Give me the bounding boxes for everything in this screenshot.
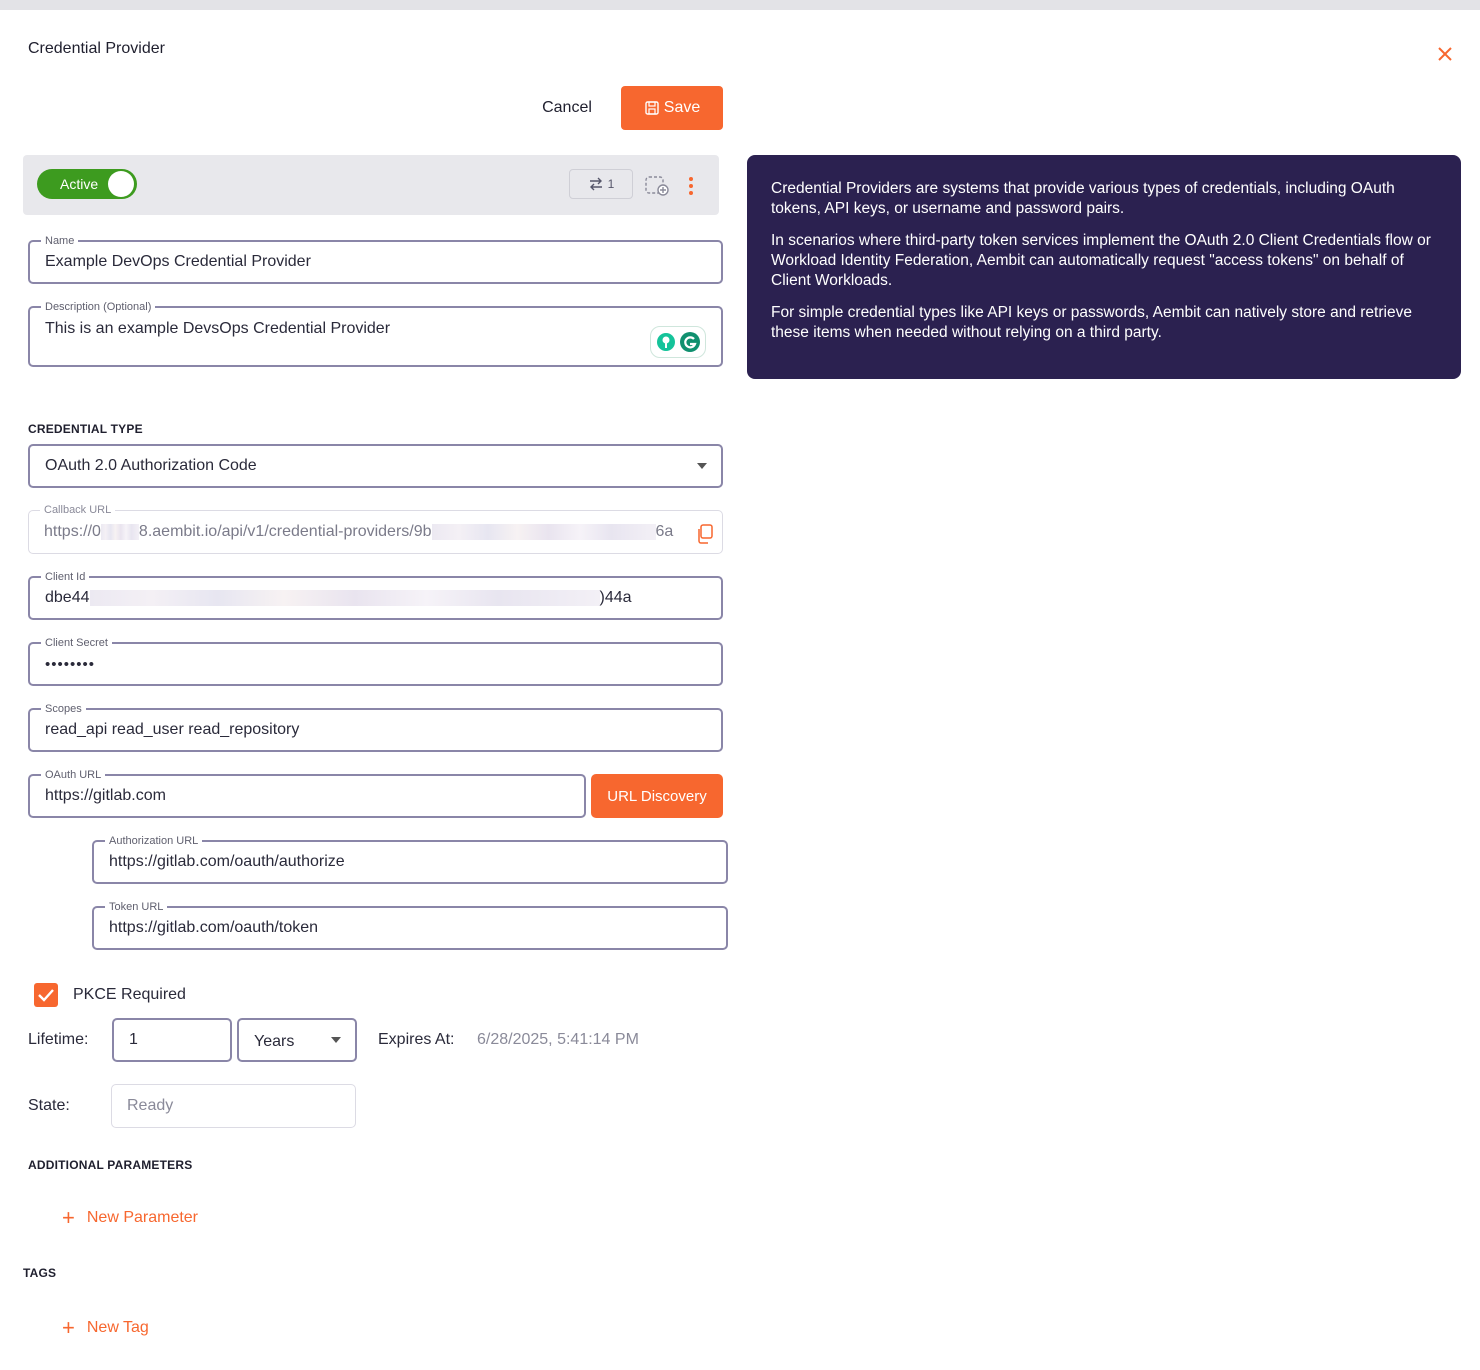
authorization-url-field[interactable] bbox=[92, 835, 728, 884]
close-icon bbox=[1433, 42, 1457, 66]
save-button[interactable] bbox=[621, 86, 723, 130]
status-bar bbox=[23, 155, 719, 215]
copy-icon bbox=[695, 523, 715, 545]
pkce-checkbox[interactable] bbox=[34, 983, 58, 1007]
lifetime-value: 1 bbox=[129, 1031, 138, 1048]
add-tag-button[interactable] bbox=[645, 175, 671, 197]
state-field bbox=[111, 1084, 356, 1128]
cancel-button[interactable]: Cancel bbox=[542, 99, 592, 116]
additional-parameters-heading: ADDITIONAL PARAMETERS bbox=[28, 1158, 193, 1172]
new-tag-label: New Tag bbox=[86, 1319, 149, 1336]
token-url-value: https://gitlab.com/oauth/token bbox=[109, 919, 319, 936]
token-url-label: Token URL bbox=[105, 900, 167, 914]
credential-type-select[interactable] bbox=[28, 444, 723, 488]
tags-heading: TAGS bbox=[23, 1266, 57, 1280]
redacted-segment bbox=[432, 524, 656, 540]
oauth-url-label: OAuth URL bbox=[41, 768, 105, 782]
scopes-label: Scopes bbox=[41, 702, 86, 716]
lifetime-unit-value: Years bbox=[254, 1033, 295, 1050]
new-parameter-label: New Parameter bbox=[86, 1209, 199, 1226]
lifetime-label: Lifetime: bbox=[28, 1031, 89, 1048]
credential-type-heading: CREDENTIAL TYPE bbox=[28, 422, 143, 436]
callback-url-mid: 8.aembit.io/api/v1/credential-providers/9b bbox=[138, 523, 432, 540]
callback-url-label: Callback URL bbox=[40, 503, 115, 517]
plus-icon: + bbox=[62, 1205, 75, 1230]
oauth-url-value: https://gitlab.com bbox=[45, 787, 166, 804]
expires-value: 6/28/2025, 5:41:14 PM bbox=[477, 1031, 639, 1048]
active-toggle-label: Active bbox=[60, 176, 99, 192]
authorization-url-label: Authorization URL bbox=[105, 834, 202, 848]
toggle-knob bbox=[108, 171, 134, 197]
copy-button[interactable] bbox=[695, 523, 715, 545]
callback-url-field bbox=[28, 504, 723, 554]
client-id-label: Client Id bbox=[41, 570, 89, 584]
lifetime-unit-select[interactable] bbox=[237, 1018, 357, 1062]
active-toggle[interactable] bbox=[37, 169, 137, 199]
url-discovery-button[interactable]: URL Discovery bbox=[591, 774, 723, 818]
description-value: This is an example DevsOps Credential Provider bbox=[45, 320, 391, 337]
state-value: Ready bbox=[127, 1097, 174, 1114]
name-value: Example DevOps Credential Provider bbox=[45, 253, 311, 270]
pkce-label: PKCE Required bbox=[73, 986, 186, 1003]
name-field[interactable] bbox=[28, 235, 723, 284]
save-label: Save bbox=[663, 99, 701, 116]
scopes-field[interactable] bbox=[28, 703, 723, 752]
grammarly-widget[interactable] bbox=[650, 326, 706, 358]
description-label: Description (Optional) bbox=[41, 300, 155, 314]
scopes-value: read_api read_user read_repository bbox=[45, 721, 300, 738]
grammarly-icon bbox=[654, 330, 702, 354]
info-panel bbox=[747, 155, 1461, 379]
name-label: Name bbox=[41, 234, 78, 248]
client-id-field[interactable] bbox=[28, 571, 723, 620]
kebab-menu-icon bbox=[685, 175, 697, 197]
close-button[interactable] bbox=[1433, 42, 1457, 66]
client-id-end: )44a bbox=[599, 589, 632, 606]
token-url-field[interactable] bbox=[92, 901, 728, 950]
new-parameter-button[interactable] bbox=[62, 1207, 198, 1229]
plus-icon: + bbox=[62, 1315, 75, 1340]
page-title: Credential Provider bbox=[28, 40, 165, 57]
description-field[interactable] bbox=[28, 301, 723, 367]
credential-type-value: OAuth 2.0 Authorization Code bbox=[45, 457, 257, 474]
client-id-value bbox=[45, 578, 632, 618]
authorization-url-value: https://gitlab.com/oauth/authorize bbox=[109, 853, 345, 870]
state-label: State: bbox=[28, 1097, 70, 1114]
check-icon bbox=[34, 983, 58, 1007]
sync-count: 1 bbox=[607, 177, 615, 191]
sync-chip[interactable] bbox=[569, 169, 633, 199]
redacted-segment bbox=[101, 524, 139, 540]
top-bar bbox=[0, 0, 1480, 10]
new-tag-button[interactable] bbox=[62, 1317, 149, 1339]
redacted-segment bbox=[90, 590, 600, 606]
chevron-down-icon bbox=[331, 1037, 341, 1043]
client-secret-label: Client Secret bbox=[41, 636, 112, 650]
client-secret-field[interactable] bbox=[28, 637, 723, 686]
info-paragraph: In scenarios where third-party token services implement the OAuth 2.0 Client Credentials flow or Workload Identity Federation, Aembit can automatically request "access tokens" on behalf of Client Workloads. bbox=[771, 232, 1431, 289]
callback-url-value bbox=[44, 511, 673, 553]
lifetime-input[interactable] bbox=[112, 1018, 232, 1062]
expires-label: Expires At: bbox=[378, 1031, 455, 1048]
add-tag-icon bbox=[645, 175, 671, 197]
kebab-menu-button[interactable] bbox=[685, 175, 697, 197]
client-secret-value: •••••••• bbox=[45, 655, 96, 673]
client-id-start: dbe44 bbox=[45, 589, 90, 606]
save-icon bbox=[644, 100, 660, 116]
callback-url-end: 6a bbox=[655, 523, 674, 540]
info-paragraph: For simple credential types like API keys or passwords, Aembit can natively store and retrieve these items when needed without relying on a third party. bbox=[771, 304, 1412, 341]
oauth-url-field[interactable] bbox=[28, 769, 586, 818]
sync-icon bbox=[588, 177, 604, 191]
callback-url-start: https://0 bbox=[44, 523, 101, 540]
chevron-down-icon bbox=[697, 463, 707, 469]
info-paragraph: Credential Providers are systems that provide various types of credentials, including OAuth tokens, API keys, or username and password pairs. bbox=[771, 180, 1395, 217]
